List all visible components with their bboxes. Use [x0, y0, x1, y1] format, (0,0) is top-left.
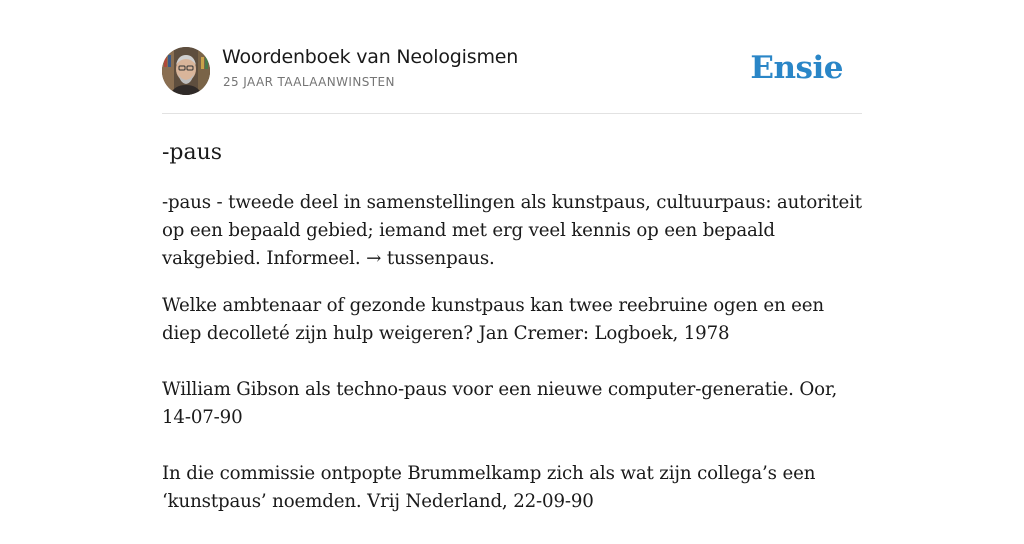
citation-item: Welke ambtenaar of gezonde kunstpaus kan twee reebruine ogen en een diep decolleté zijn hulp weigeren? Jan Cremer: Logboek, 1978 [162, 295, 824, 344]
citation-item: In die commissie ontpopte Brummelkamp zich als wat zijn collega’s een ‘kunstpaus’ noemden. Vrij Nederland, 22-09-90 [162, 463, 816, 512]
crossref-end: . [489, 248, 495, 269]
citation-item: William Gibson als techno-paus voor een nieuwe computer-generatie. Oor, 14-07-90 [162, 379, 838, 428]
arrow-icon: → [366, 248, 382, 269]
definition-text: -paus - tweede deel in samenstellingen als kunstpaus, cultuurpaus: autoriteit op een bepaald gebied; iemand met erg veel kennis op een bepaald vakgebied. Informeel. [162, 192, 862, 269]
entry-title: -paus [162, 140, 223, 165]
citations-list [162, 292, 862, 516]
crossref-link[interactable]: tussenpaus [386, 248, 490, 269]
entry-content [162, 137, 862, 544]
avatar[interactable] [162, 47, 210, 95]
site-subtitle: 25 JAAR TAALAANWINSTEN [223, 75, 395, 89]
header-divider [162, 113, 862, 114]
brand-logo[interactable]: Ensie [750, 50, 843, 86]
site-header [162, 46, 862, 96]
author-portrait-icon [162, 47, 210, 95]
site-title[interactable]: Woordenboek van Neologismen [222, 46, 519, 68]
entry-definition [162, 189, 862, 273]
